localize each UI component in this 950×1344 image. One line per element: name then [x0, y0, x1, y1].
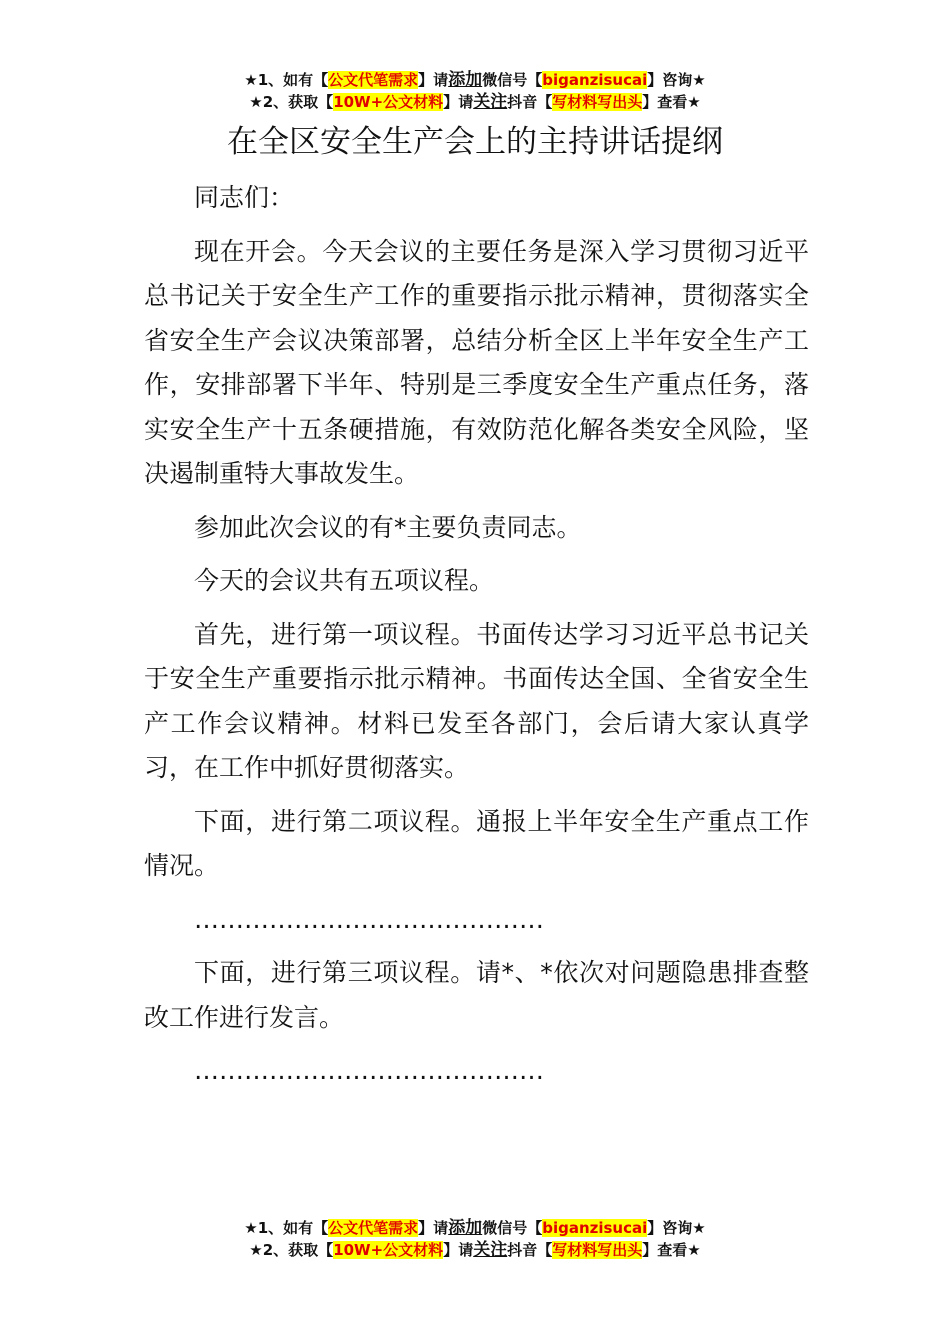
paragraph-agenda-3: 下面，进行第三项议程。请*、*依次对问题隐患排查整改工作进行发言。 [144, 958, 809, 1032]
promo-line-1 [0, 1217, 950, 1239]
promo-highlight-douyin: 写材料写出头 [552, 93, 643, 111]
promo-highlight-service: 公文代笔需求 [328, 71, 419, 89]
promo-footer [0, 1217, 950, 1261]
promo-highlight-wechat-id: biganzisucai [542, 1219, 648, 1237]
promo-highlight-douyin: 写材料写出头 [552, 1241, 643, 1259]
promo-line-2 [0, 91, 950, 113]
promo-text: 】请 [418, 1219, 449, 1237]
promo-line-1 [0, 69, 950, 91]
paragraph-opening: 现在开会。今天会议的主要任务是深入学习贯彻习近平总书记关于安全生产工作的重要指示批示精神，贯彻落实全省安全生产会议决策部署，总结分析全区上半年安全生产工作，安排部署下半年、特别是三季度安全生产重点任务，落实安全生产十五条硬措施，有效防范化解各类安全风险，坚决遏制重特大事故发生。 [144, 236, 809, 488]
promo-text: 】请 [418, 71, 449, 89]
promo-text: ★1、如有【 [244, 71, 329, 89]
paragraph-agenda-2: 下面，进行第二项议程。通报上半年安全生产重点工作情况。 [144, 806, 809, 880]
promo-line-2 [0, 1239, 950, 1261]
document-title: 在全区安全生产会上的主持讲话提纲 [227, 124, 723, 160]
promo-text: ★1、如有【 [244, 1219, 329, 1237]
promo-highlight-wechat-id: biganzisucai [542, 71, 648, 89]
promo-text: ★2、获取【 [249, 93, 334, 111]
promo-highlight-materials: 10W+公文材料 [333, 1241, 444, 1259]
promo-text: 】请 [443, 93, 474, 111]
promo-emphasis-add: 添加 [448, 70, 483, 90]
paragraph-salutation: 同志们： [194, 183, 295, 212]
promo-text: 】查看★ [642, 93, 701, 111]
paragraph-agenda-count: 今天的会议共有五项议程。 [194, 566, 495, 595]
promo-text: 微信号【 [482, 1219, 543, 1237]
promo-highlight-materials: 10W+公文材料 [333, 93, 444, 111]
promo-text: 】请 [443, 1241, 474, 1259]
promo-text: 】咨询★ [647, 71, 706, 89]
promo-emphasis-follow: 关注 [473, 1240, 508, 1260]
paragraph-agenda-1: 首先，进行第一项议程。书面传达学习习近平总书记关于安全生产重要指示批示精神。书面传达全国、全省安全生产工作会议精神。材料已发至各部门，会后请大家认真学习，在工作中抓好贯彻落实。 [144, 619, 809, 782]
promo-header [0, 69, 950, 113]
promo-text: 】查看★ [642, 1241, 701, 1259]
ellipsis-separator: …………………………………… [194, 1056, 544, 1085]
promo-text: 】咨询★ [647, 1219, 706, 1237]
promo-text: ★2、获取【 [249, 1241, 334, 1259]
promo-emphasis-follow: 关注 [473, 92, 508, 112]
promo-text: 抖音【 [507, 1241, 553, 1259]
promo-text: 抖音【 [507, 93, 553, 111]
promo-highlight-service: 公文代笔需求 [328, 1219, 419, 1237]
document-body [144, 176, 809, 1103]
promo-text: 微信号【 [482, 71, 543, 89]
ellipsis-separator: …………………………………… [194, 904, 544, 934]
paragraph-attendees: 参加此次会议的有*主要负责同志。 [194, 512, 582, 542]
promo-emphasis-add: 添加 [448, 1218, 483, 1238]
